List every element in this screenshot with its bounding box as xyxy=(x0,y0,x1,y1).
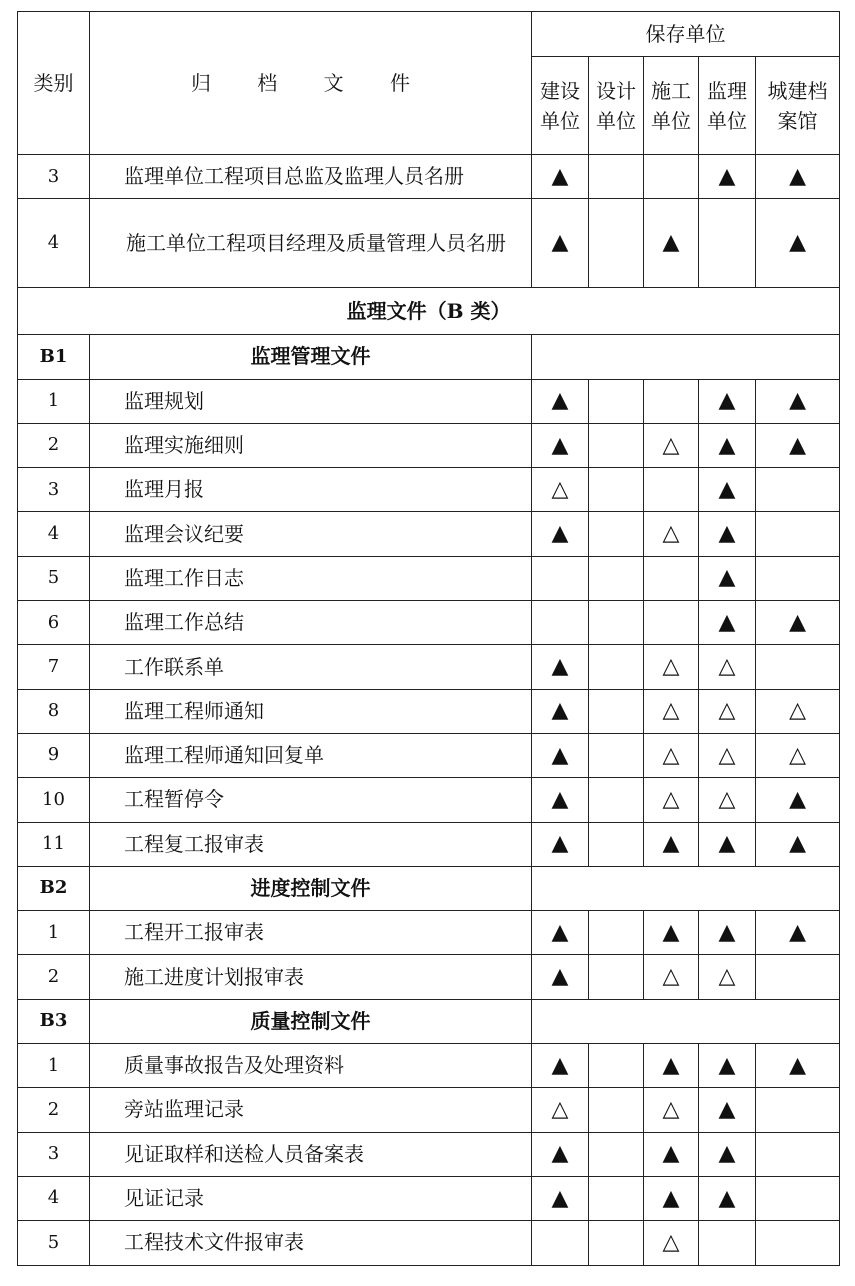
mark-supervision: ▲ xyxy=(699,1088,756,1132)
archive-table xyxy=(17,11,840,1266)
mark-archive: ▲ xyxy=(756,423,840,467)
mark-design xyxy=(589,955,644,999)
mark-builder xyxy=(644,468,699,512)
mark-design xyxy=(589,379,644,423)
mark-design xyxy=(589,1221,644,1265)
category-row xyxy=(18,866,840,910)
mark-construction: ▲ xyxy=(532,955,589,999)
item-number: 2 xyxy=(18,1088,90,1132)
mark-construction xyxy=(532,1221,589,1265)
mark-construction: ▲ xyxy=(532,733,589,777)
item-name: 工程暂停令 xyxy=(90,778,532,822)
mark-design xyxy=(589,778,644,822)
mark-construction: ▲ xyxy=(532,512,589,556)
table-row xyxy=(18,512,840,556)
mark-supervision: ▲ xyxy=(699,1176,756,1220)
mark-archive: ▲ xyxy=(756,778,840,822)
mark-builder: △ xyxy=(644,1088,699,1132)
mark-design xyxy=(589,512,644,556)
mark-construction: ▲ xyxy=(532,155,589,199)
item-number: 11 xyxy=(18,822,90,866)
mark-construction xyxy=(532,601,589,645)
table-row xyxy=(18,1132,840,1176)
mark-builder: △ xyxy=(644,733,699,777)
mark-builder: △ xyxy=(644,778,699,822)
header-unit-builder xyxy=(644,57,699,155)
mark-archive xyxy=(756,955,840,999)
mark-design xyxy=(589,556,644,600)
section-title: 监理文件（B 类） xyxy=(18,288,840,335)
item-name: 监理工程师通知 xyxy=(90,689,532,733)
mark-archive xyxy=(756,1176,840,1220)
table-row xyxy=(18,1088,840,1132)
unit-label: 监理 单位 xyxy=(707,78,747,133)
mark-design xyxy=(589,423,644,467)
table-row xyxy=(18,423,840,467)
header-storage-units: 保存单位 xyxy=(532,12,840,57)
header-unit-design xyxy=(589,57,644,155)
table-row xyxy=(18,778,840,822)
item-number: 7 xyxy=(18,645,90,689)
mark-archive: ▲ xyxy=(756,379,840,423)
header-unit-archive xyxy=(756,57,840,155)
item-name: 施工单位工程项目经理及质量管理人员名册 xyxy=(90,199,532,288)
category-title: 质量控制文件 xyxy=(90,999,532,1043)
mark-construction: ▲ xyxy=(532,689,589,733)
mark-builder: ▲ xyxy=(644,822,699,866)
mark-builder: △ xyxy=(644,512,699,556)
mark-construction: ▲ xyxy=(532,778,589,822)
item-name: 见证取样和送检人员备案表 xyxy=(90,1132,532,1176)
item-number: 1 xyxy=(18,911,90,955)
item-name: 监理工程师通知回复单 xyxy=(90,733,532,777)
item-number: 2 xyxy=(18,955,90,999)
item-name: 见证记录 xyxy=(90,1176,532,1220)
mark-archive xyxy=(756,556,840,600)
item-number: 1 xyxy=(18,379,90,423)
mark-builder xyxy=(644,155,699,199)
category-blank xyxy=(532,999,840,1043)
mark-builder: ▲ xyxy=(644,1044,699,1088)
item-number: 8 xyxy=(18,689,90,733)
header-row-top xyxy=(18,12,840,57)
item-number: 6 xyxy=(18,601,90,645)
mark-builder: △ xyxy=(644,1221,699,1265)
category-code: B1 xyxy=(18,335,90,379)
item-number: 5 xyxy=(18,556,90,600)
item-name: 监理规划 xyxy=(90,379,532,423)
mark-supervision: ▲ xyxy=(699,822,756,866)
mark-archive: ▲ xyxy=(756,911,840,955)
mark-archive xyxy=(756,645,840,689)
mark-supervision: ▲ xyxy=(699,379,756,423)
mark-supervision: △ xyxy=(699,955,756,999)
table-row xyxy=(18,155,840,199)
mark-archive: ▲ xyxy=(756,199,840,288)
item-number: 10 xyxy=(18,778,90,822)
category-code: B3 xyxy=(18,999,90,1043)
mark-design xyxy=(589,1176,644,1220)
item-number: 1 xyxy=(18,1044,90,1088)
mark-construction: △ xyxy=(532,468,589,512)
item-name: 工作联系单 xyxy=(90,645,532,689)
mark-design xyxy=(589,468,644,512)
mark-design xyxy=(589,645,644,689)
item-number: 9 xyxy=(18,733,90,777)
table-row xyxy=(18,911,840,955)
mark-design xyxy=(589,1132,644,1176)
mark-supervision: ▲ xyxy=(699,468,756,512)
mark-supervision: ▲ xyxy=(699,512,756,556)
item-number: 4 xyxy=(18,199,90,288)
mark-supervision: ▲ xyxy=(699,601,756,645)
item-name: 监理实施细则 xyxy=(90,423,532,467)
item-name: 工程技术文件报审表 xyxy=(90,1221,532,1265)
mark-supervision: △ xyxy=(699,778,756,822)
mark-supervision: △ xyxy=(699,689,756,733)
header-unit-construction xyxy=(532,57,589,155)
mark-supervision: ▲ xyxy=(699,556,756,600)
item-name: 监理工作日志 xyxy=(90,556,532,600)
mark-construction: ▲ xyxy=(532,1132,589,1176)
item-name: 质量事故报告及处理资料 xyxy=(90,1044,532,1088)
mark-design xyxy=(589,911,644,955)
item-name: 监理会议纪要 xyxy=(90,512,532,556)
item-number: 3 xyxy=(18,1132,90,1176)
mark-builder: △ xyxy=(644,645,699,689)
mark-archive xyxy=(756,1088,840,1132)
category-row xyxy=(18,999,840,1043)
unit-label: 建设 单位 xyxy=(540,78,580,133)
unit-label: 城建档 案馆 xyxy=(767,78,828,133)
category-code: B2 xyxy=(18,866,90,910)
category-title: 进度控制文件 xyxy=(90,866,532,910)
table-row xyxy=(18,468,840,512)
mark-construction: ▲ xyxy=(532,645,589,689)
table-row xyxy=(18,199,840,288)
mark-construction: ▲ xyxy=(532,1044,589,1088)
item-name: 监理月报 xyxy=(90,468,532,512)
mark-construction: ▲ xyxy=(532,1176,589,1220)
mark-supervision xyxy=(699,1221,756,1265)
item-number: 5 xyxy=(18,1221,90,1265)
header-unit-supervision xyxy=(699,57,756,155)
mark-archive xyxy=(756,1132,840,1176)
mark-construction: ▲ xyxy=(532,379,589,423)
table-body xyxy=(18,12,840,1266)
section-row xyxy=(18,288,840,335)
item-name: 监理单位工程项目总监及监理人员名册 xyxy=(90,155,532,199)
mark-construction: ▲ xyxy=(532,423,589,467)
mark-construction: ▲ xyxy=(532,822,589,866)
mark-design xyxy=(589,689,644,733)
mark-archive xyxy=(756,512,840,556)
item-name: 旁站监理记录 xyxy=(90,1088,532,1132)
mark-design xyxy=(589,199,644,288)
mark-archive: △ xyxy=(756,689,840,733)
mark-builder xyxy=(644,601,699,645)
mark-construction: △ xyxy=(532,1088,589,1132)
mark-builder: ▲ xyxy=(644,199,699,288)
mark-builder: ▲ xyxy=(644,1176,699,1220)
item-number: 3 xyxy=(18,155,90,199)
item-number: 4 xyxy=(18,1176,90,1220)
mark-design xyxy=(589,1044,644,1088)
table-row xyxy=(18,1221,840,1265)
table-row xyxy=(18,556,840,600)
mark-builder: ▲ xyxy=(644,1132,699,1176)
table-row xyxy=(18,1176,840,1220)
category-title: 监理管理文件 xyxy=(90,335,532,379)
item-number: 3 xyxy=(18,468,90,512)
table-row xyxy=(18,955,840,999)
mark-construction: ▲ xyxy=(532,199,589,288)
table-row xyxy=(18,645,840,689)
mark-archive: ▲ xyxy=(756,822,840,866)
table-row xyxy=(18,733,840,777)
mark-design xyxy=(589,822,644,866)
archive-table-document xyxy=(17,11,840,1266)
mark-design xyxy=(589,601,644,645)
table-row xyxy=(18,822,840,866)
mark-builder: △ xyxy=(644,423,699,467)
table-row xyxy=(18,689,840,733)
item-number: 4 xyxy=(18,512,90,556)
mark-supervision: ▲ xyxy=(699,911,756,955)
table-row xyxy=(18,1044,840,1088)
category-blank xyxy=(532,866,840,910)
mark-builder: ▲ xyxy=(644,911,699,955)
item-name: 工程开工报审表 xyxy=(90,911,532,955)
table-row xyxy=(18,379,840,423)
item-name: 监理工作总结 xyxy=(90,601,532,645)
mark-design xyxy=(589,155,644,199)
category-blank xyxy=(532,335,840,379)
table-row xyxy=(18,601,840,645)
unit-label: 施工 单位 xyxy=(651,78,691,133)
mark-supervision: ▲ xyxy=(699,1044,756,1088)
header-title: 归 档 文 件 xyxy=(90,12,532,155)
mark-archive: ▲ xyxy=(756,601,840,645)
mark-construction xyxy=(532,556,589,600)
mark-archive: ▲ xyxy=(756,155,840,199)
mark-supervision: △ xyxy=(699,645,756,689)
item-number: 2 xyxy=(18,423,90,467)
mark-archive xyxy=(756,468,840,512)
mark-supervision: ▲ xyxy=(699,423,756,467)
mark-design xyxy=(589,733,644,777)
mark-supervision: △ xyxy=(699,733,756,777)
mark-supervision: ▲ xyxy=(699,1132,756,1176)
category-row xyxy=(18,335,840,379)
mark-builder: △ xyxy=(644,955,699,999)
item-name: 施工进度计划报审表 xyxy=(90,955,532,999)
item-name: 工程复工报审表 xyxy=(90,822,532,866)
mark-design xyxy=(589,1088,644,1132)
mark-archive xyxy=(756,1221,840,1265)
mark-archive: ▲ xyxy=(756,1044,840,1088)
mark-builder: △ xyxy=(644,689,699,733)
unit-label: 设计 单位 xyxy=(596,78,636,133)
mark-builder xyxy=(644,379,699,423)
mark-supervision xyxy=(699,199,756,288)
mark-builder xyxy=(644,556,699,600)
mark-supervision: ▲ xyxy=(699,155,756,199)
header-category: 类别 xyxy=(18,12,90,155)
mark-construction: ▲ xyxy=(532,911,589,955)
mark-archive: △ xyxy=(756,733,840,777)
